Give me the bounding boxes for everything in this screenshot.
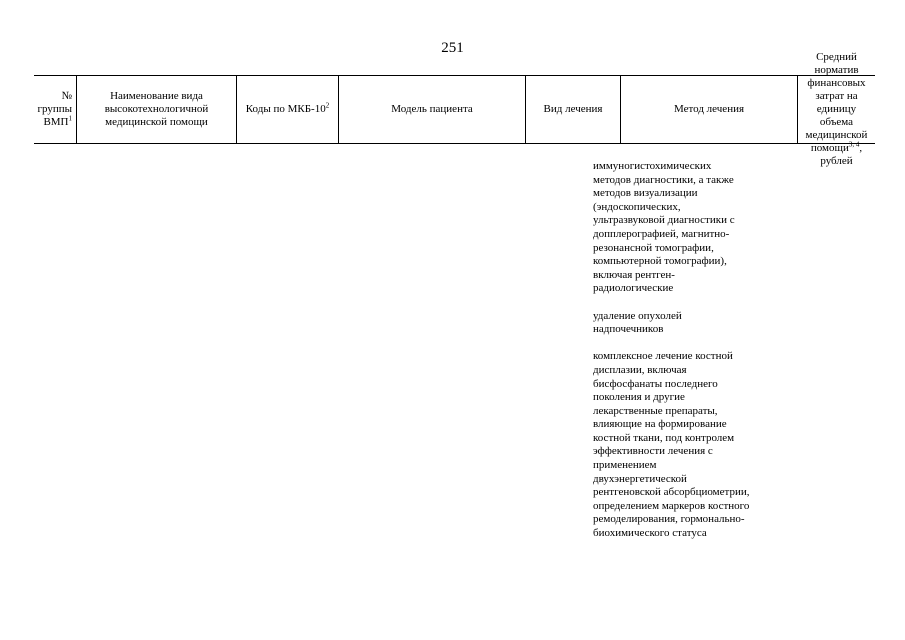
method-item-bone-dysplasia: комплексное лечение костной дисплазии, включая бисфосфанаты последнего поколения и другие лекарственные препараты, влияющие на формирование костной ткани, под контролем эффективности лечения с применением двухэнергетической рентгеновской абсорбциометрии, определением маркеров костного ремоделирования, гормонально- биохимического статуса — [593, 350, 750, 540]
header-average-cost-label: Средний норматив финансовых затрат на единицу объема медицинской помощи — [805, 51, 868, 154]
method-item-diagnostics: иммуногистохимических методов диагностики, а также методов визуализации (эндоскопических, ультразвуковой диагностики с допплерографией, магнитно- резонансной томографии, компьютерной томографии), включая рентген- радиологические — [593, 160, 735, 295]
header-treatment-type-label: Вид лечения — [543, 103, 603, 115]
treatment-method-cell — [593, 160, 768, 554]
header-average-cost — [798, 51, 875, 167]
footnote-1: 1 — [68, 114, 72, 123]
header-patient-model-label: Модель пациента — [391, 103, 473, 115]
header-icd-codes — [237, 76, 339, 143]
header-group-number — [34, 76, 77, 143]
table-header — [34, 51, 875, 167]
method-item-adrenal-surgery: удаление опухолей надпочечников — [593, 309, 682, 336]
header-treatment-type — [526, 76, 621, 143]
header-care-type-name — [77, 76, 237, 143]
footnote-2: 2 — [325, 101, 330, 110]
footnote-3-4: 3, 4 — [848, 140, 860, 149]
page-number: 251 — [441, 40, 464, 56]
header-patient-model — [339, 76, 526, 143]
header-icd-codes-label: Коды по МКБ-10 — [245, 103, 326, 115]
header-average-cost-unit: , рублей — [820, 142, 863, 167]
header-treatment-method — [621, 76, 798, 143]
header-group-number-label: № группы ВМП — [37, 90, 72, 128]
header-treatment-method-label: Метод лечения — [673, 103, 745, 115]
header-care-type-name-label: Наименование вида высокотехнологичной медицинской помощи — [104, 90, 209, 128]
